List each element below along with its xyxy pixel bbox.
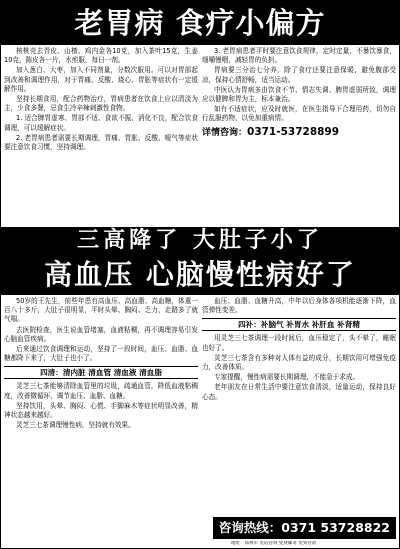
remedy-paragraph: 核桃壳去青皮、山楂、鸡内金各10克，加入茶叶15克，生姜10克，陈皮各一片，水煎服，每日一剂。 — [4, 47, 198, 65]
hotline-number: 0371 53728822 — [281, 520, 390, 535]
article-right-column — [202, 297, 396, 545]
article-paragraph: 灵芝三七茶能够清除血管里的垃圾，疏通血管，降低血液粘稠度，改善微循环，调节血压、血脂、血糖。 — [4, 382, 198, 400]
remedy-paragraph: 如有不适症状，应及时就医，在医生指导下合理用药，切勿自行乱服药物，以免加重病情。 — [202, 105, 396, 123]
hotline-label: 咨询热线： — [218, 520, 282, 535]
health-article — [1, 295, 399, 545]
article-paragraph: 老年朋友在日常生活中要注意饮食清淡，适量运动，保持良好心态。 — [202, 383, 396, 401]
article-paragraph: 专家提醒，慢性病需要长期调理，不能急于求成。 — [214, 373, 360, 382]
article-paragraph: 灵芝三七茶含有多种对人体有益的成分，长期饮用可增强免疫力，改善体质。 — [202, 353, 396, 372]
article-paragraph: 去医院检查，医生说血管堵塞，血液粘稠，再不调理容易引发心脑血管疾病。 — [4, 325, 198, 343]
remedy-paragraph: 1. 适合脾胃虚寒、胃部不适、食欲不振、消化不良，配合饮食调理，可以缓解症状。 — [4, 114, 198, 132]
remedy-paragraph: 中医认为胃病多由饮食不节、情志失调、脾胃虚弱所致，调理应以健脾和胃为主，标本兼治。 — [202, 85, 396, 104]
article-left-column — [4, 297, 198, 545]
article-paragraph: 血压、血脂、血糖升高，中年以后身体各项机能逐渐下降，血管弹性变差。 — [202, 297, 396, 315]
consult-phone — [202, 125, 396, 138]
phone-label: 详情咨询： — [202, 127, 248, 138]
remedy-left-column — [4, 47, 198, 227]
remedy-paragraph: 2. 老胃病患者需要长期调理，胃痛、胃胀、反酸、嗳气等症状要注意饮食习惯，坚持调理。 — [4, 133, 198, 152]
hotline-box — [213, 517, 396, 539]
subheadline-text: 三高降了 大肚子小了 — [77, 228, 323, 253]
main-headline-text: 高血压 心脑慢性病好了 — [44, 258, 356, 291]
headline-title: 老胃病 食疗小偏方 — [74, 6, 326, 40]
section-subheading: 四补：补脑气 补胃水 补肝血 补肾精 — [202, 318, 396, 331]
article-closing: 灵芝三七茶调理慢性病，坚持就有效果。 — [16, 421, 135, 430]
section-subheading: 四清：清内脏 清血管 清血液 清血脂 — [4, 366, 198, 379]
remedy-paragraph: 3. 老胃病患者平时要注意饮食规律，定时定量，不暴饮暴食，细嚼慢咽，减轻胃的负担。 — [202, 47, 396, 65]
headline-banner — [1, 1, 399, 45]
article-paragraph: 50岁的王先生，前些年患有高血压、高血脂、高血糖，体重一百八十多斤，大肚子很明显，平时头晕、胸闷、乏力，走路多了就气喘。 — [4, 297, 198, 324]
fine-print: 地址：郑州市 电话咨询 免费邮寄 货到付款 — [231, 541, 317, 546]
remedy-paragraph: 坚持长期食用，配合药物治疗，胃病患者在饮食上应以清淡为主，少食多餐，忌食生冷辛辣刺激性食物。 — [4, 95, 198, 113]
remedy-right-column — [202, 47, 396, 227]
remedy-paragraph: 加入葱白、大枣，加入不同剂量，分数次服用。可以对胃部起到改善和调理作用，对于胃痛、反酸、烧心、胃胀等症状有一定缓解作用。 — [4, 66, 198, 93]
article-paragraph: 用灵芝三七茶调理一段时间后，血压稳定了，头不晕了，睡眠也好了。 — [202, 334, 396, 352]
phone-number: 0371-53728899 — [247, 125, 340, 138]
article-paragraph: 坚持饮用，头晕、胸闷、心慌、手脚麻木等症状明显改善，精神状态越来越好。 — [4, 401, 198, 420]
subheadline-banner — [1, 227, 399, 255]
remedy-paragraph: 胃病要三分治七分养，除了食疗还要注意保暖，避免腹部受凉，保持心情舒畅，适当运动。 — [202, 66, 396, 84]
article-paragraph: 后来通过饮食调理和运动，坚持了一段时间，血压、血脂、血糖都降下来了，大肚子也小了。 — [4, 345, 198, 363]
main-headline-banner — [1, 255, 399, 295]
remedy-article — [1, 45, 399, 227]
